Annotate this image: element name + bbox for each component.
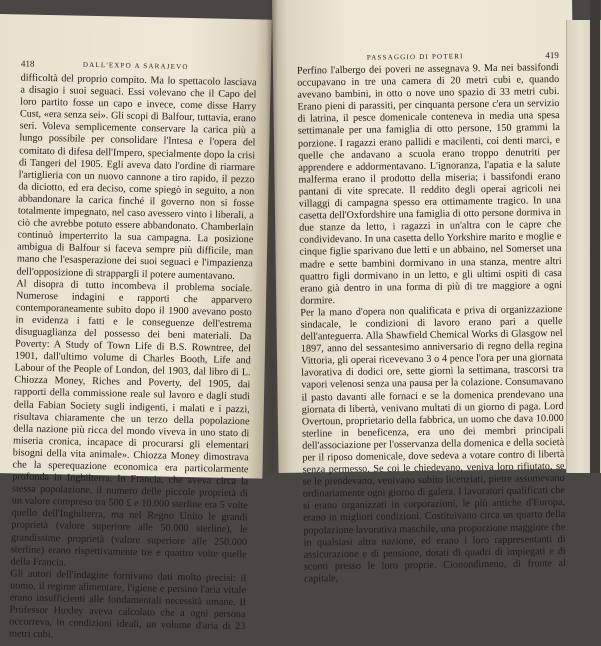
book-gutter-shadow — [266, 0, 278, 473]
background-edge — [590, 0, 600, 473]
right-page-content — [297, 46, 566, 586]
running-head: DALL'EXPO A SARAJEVO — [82, 60, 189, 71]
left-page-body — [9, 72, 257, 645]
page-number: 419 — [545, 50, 559, 61]
paragraph: Al disopra di tutto incombeva il problema sociale. Numerose indagini e rapporti che apparvero contemporaneamente subito dopo il 1900 avevano posto in evidenza i fatti e le conseguenze dell'estrema disuguaglianza del possesso dei beni materiali. Da Poverty: A Study of Town Life di B.S. Rowntree, del 1901, dall'ultimo volume di Charles Booth, Life and Labour of the People of London, del 1903, dal libro di L. Chiozza Money, Riches and Poverty, del 1905, dai rapporti della commissione reale sul lavoro e dagli studi della Fabian Society sugli indigenti, i malati e i pazzi, risultava chiaramente che un terzo della popolazione della nazione più ricca del mondo viveva in uno stato di miseria cronica, incapace di procurarsi gli elementari bisogni della vita animale». Chiozza Money dimostrava che la sperequazione economica era particolarmente profonda in Inghilterra. In Francia, che aveva circa la stessa popolazione, il numero delle piccole proprietà di un valore compreso tra 500 £ e 10.000 sterline era 5 volte quello dell'Inghilterra, ma nel Regno Unito le grandi proprietà (valore superiore alle 50.000 sterline), le grandissime proprietà (valore superiore alle 250.000 sterline) erano rispettivamente tre e quattro volte quelle della Francia. — [10, 277, 253, 569]
paragraph: difficoltà del proprio compito. Ma lo spettacolo lasciava a disagio i suoi seguaci. Essi volevano che il Capo del loro partito fosse un capo e invece, come disse Harry Cust, «era senza sei». Gli scopi di Balfour, tuttavia, erano seri. Voleva semplicemente conservare la carica più a lungo possibile per consolidare l'Intesa e l'opera del comitato di difesa dell'Impero, specialmente dopo la crisi di Tangeri del 1905. Egli aveva dato l'ordine di riarmare l'artiglieria con un nuovo cannone a tiro rapido, il pezzo da diciotto, ed era deciso, come spiegò in seguito, a non abbandonare la carica finché il governo non si fosse totalmente impegnato, nel caso avessero vinto i liberali, a ciò che avrebbe potuto essere abbandonato. Chamberlain continuò imperterrito la sua campagna. La posizione ambigua di Balfour si faceva sempre più difficile, man mano che l'esasperazione dei suoi seguaci e l'impazienza dell'opposizione di strappargli il potere aumentavano. — [16, 72, 257, 282]
left-page — [0, 14, 272, 641]
running-head: PASSAGGIO DI POTERI — [366, 52, 464, 62]
page-number: 418 — [20, 58, 35, 69]
paragraph: Perfino l'albergo dei poveri ne assegnava 9. Ma nei bassifondi occupavano in tre una camera di 20 metri cubi e, quando avevano bambini, in otto o nove uno spazio di 33 metri cubi. Erano pieni di parassiti, per cinquanta persone c'era un servizio di latrina, il pesce domenicale conteneva in media una spesa settimanale per una famiglia di otto persone, 150 grammi la porzione. I ragazzi erano pallidi e macilenti, coi denti marci, e quelle che andavano a scuola erano troppo denutriti per apprendere e addormentavano. L'ignoranza, l'apatia e la salute malferma erano il prodotto della miseria; i bassifondi erano pantani di vite sprecate. Il reddito degli operai agricoli nei villaggi di campagna spesso era ottimamente tragico. In una casetta dell'Oxfordshire una famiglia di otto persone dormiva in due stanze da letto, i ragazzi in un'altra con le capre che condividevano. In una casetta dello Yorkshire marito e moglie e cinque figlie sparivano due letti e un abbaino, nel Somerset una madre e sette bambini dormivano in una stanza, mentre altri quattro figli dormivano in un letto, e gli ultimi ospiti di casa erano già dentro in una forma di più di tre maggiore a ogni dormire. — [296, 62, 563, 307]
right-page — [272, 0, 579, 585]
paragraph: Per la mano d'opera non qualificata e priva di organizzazione sindacale, le condizioni di lavoro erano pari a quelle dell'anteguerra. Alla Shawfield Chemical Works di Glasgow nel 1897, anno del sessantesimo anniversario di regno della regina Vittoria, gli operai ricevevano 3 o 4 pence l'ora per una giornata lavorativa di dodici ore, sette giorni la settimana, trascorsi tra vapori velenosi senza una pausa per la colazione. Consumavano il pasto davanti alle fornaci e se la domenica prendevano una giornata di libertà, venivano multati di un giorno di paga. Lord Overtoun, proprietario della fabbrica, un uomo che dava 10.000 sterline in beneficenza, era uno dei membri principali dell'associazione per l'osservanza della domenica e della società per il riposo domenicale, dove sedeva a votare contro di libertà senza permesso. Se coi le chiedevano, veniva loro rifiutato, se se le prendevano, venivano subito licenziati, pietre assumevano ordinariamente ogni giorno di galera. I lavoratori qualificati che si erano organizzati in corporazioni, le più antiche d'Europa, erano in migliori condizioni. Costituivano circa un quarto della popolazione lavorativa maschile, una proporzione maggiore che in qualsiasi altra nazione, ed erano i loro rappresentanti di assicurazione e di pensione, dotati di quadri di impiegati e di sconti presso le loro proprie. Cionondimeno, di fronte al capitale, — [300, 303, 566, 585]
right-page-body — [297, 62, 566, 586]
paragraph: Gli autori dell'indagine fornivano dati molto precisi: il uomo, il regime alimentare, l'igiene e persino l'aria vitale erano insufficienti alle fondamentali necessità umane. Il Professor Huxley aveva calcolato che a ogni persona occorreva, in condizioni ideali, un volume d'aria di 23 metri cubi. — [8, 568, 247, 641]
left-page-content — [9, 54, 257, 645]
